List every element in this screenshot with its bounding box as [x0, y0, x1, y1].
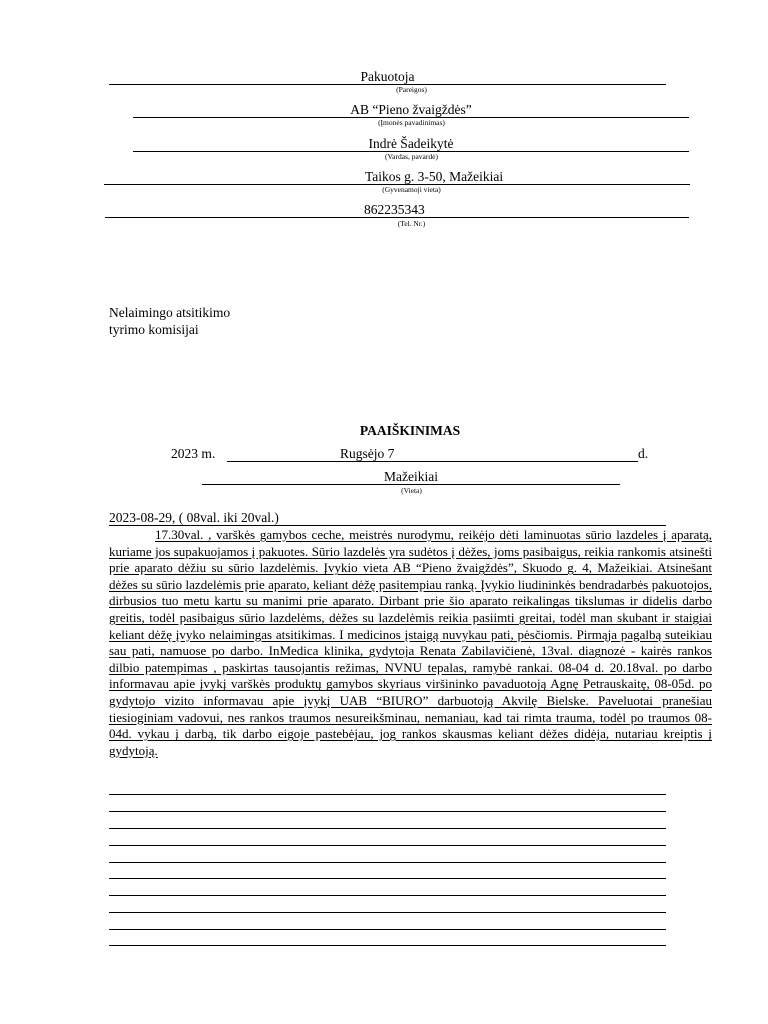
- incident-date-field[interactable]: 2023-08-29, ( 08val. iki 20val.): [109, 510, 666, 526]
- day-suffix: d.: [638, 446, 649, 461]
- phone-value: 862235343: [364, 202, 425, 217]
- blank-line[interactable]: [109, 794, 666, 795]
- blank-line[interactable]: [109, 912, 666, 913]
- date-field[interactable]: [227, 446, 638, 462]
- phone-field[interactable]: [105, 202, 689, 218]
- addressee-line-2: tyrimo komisijai: [109, 322, 199, 337]
- blank-line[interactable]: [109, 862, 666, 863]
- explanation-body: [109, 527, 712, 759]
- blank-line[interactable]: [109, 878, 666, 879]
- place-caption: (Vieta): [401, 486, 422, 495]
- address-field[interactable]: [104, 169, 690, 185]
- name-field[interactable]: Indrė Šadeikytė: [133, 136, 689, 152]
- address-value: Taikos g. 3-50, Mažeikiai: [365, 169, 504, 184]
- blank-line[interactable]: [109, 895, 666, 896]
- blank-line[interactable]: [109, 929, 666, 930]
- blank-line[interactable]: [109, 845, 666, 846]
- position-caption: (Pareigos): [396, 85, 427, 94]
- explanation-text: 17.30val. , varškės gamybos ceche, meistrės nurodymu, reikėjo dėti laminuotas sūrio lazdeles į aparatą, kuriame jos supakuojamos į pakuotes. Sūrio lazdelės yra sudėtos į dėžes, joms pasibaigus, reikia rankomis atsinešti prie aparato dėžiu su sūrio lazdelėmis. Įvykio vieta AB “Pieno žvaigždės”, Skuodo g. 4, Mažeikiai. Atsinešant dėžes su sūrio lazdelėmis prie aparato, keliant dėžę pasitempiau ranką. Įvykio liudininkės bendradarbės pakuotojos, dirbusios tuo metu kartu su manimi prie aparato. Dirbant prie šio aparato reikalingas tikslumas ir didelis darbo greitis, todėl pasibaigus sūrio lazdelėms, dėžes su lazdelėmis reikia pasiimti greitai, todėl man skubant ir staigiai keliant dėžę įvyko nelaimingas atsitikimas. I medicinos įstaigą nuvykau pati, pėsčiomis. Pirmąja pagalbą suteikiau sau pati, namuose po darbo. InMedica klinika, gydytoja Renata Zabilavičienė, 13val. diagnozė - kairės rankos dilbio patempimas , paskirtas tausojantis režimas, NVNU tepalas, ramybė rankai. 08-04 d. 20.18val. po darbo informavau apie įvykį varškės produktų gamybos skyriaus viršininko pavaduotoją Agnę Petrauskaitę, 08-05d. po gydytojo vizito informavau apie įvykį UAB “BIURO” darbuotoją Akvilę Bielske. Paveluotai pranešiau tiesioginiam vadovui, nes rankos traumos nesureikšminau, nemaniau, kad tai rimta trauma, todėl po traumos 08-04d. vykau į darbą, tik darbo eigoje pastebėjau, jog rankos skausmas keliant dėžes didėja, nutariau kreiptis į gydytoją.: [109, 527, 712, 758]
- date-value: Rugsėjo 7: [340, 446, 395, 461]
- blank-line[interactable]: [109, 828, 666, 829]
- name-caption: (Vardas, pavardė): [385, 152, 438, 161]
- blank-line[interactable]: [109, 811, 666, 812]
- date-line: [171, 446, 661, 463]
- addressee-line-1: Nelaimingo atsitikimo: [109, 305, 231, 320]
- blank-line[interactable]: [109, 945, 666, 946]
- place-field[interactable]: Mažeikiai: [202, 469, 620, 485]
- company-field[interactable]: AB “Pieno žvaigždės”: [133, 102, 689, 118]
- document-title: PAAIŠKINIMAS: [359, 423, 461, 438]
- address-caption: (Gyvenamoji vieta): [382, 185, 441, 194]
- phone-caption: (Tel. Nr.): [397, 219, 426, 228]
- position-field[interactable]: Pakuotoja: [109, 69, 666, 85]
- year-label: 2023 m.: [171, 446, 216, 461]
- company-caption: (Įmonės pavadinimas): [378, 118, 445, 127]
